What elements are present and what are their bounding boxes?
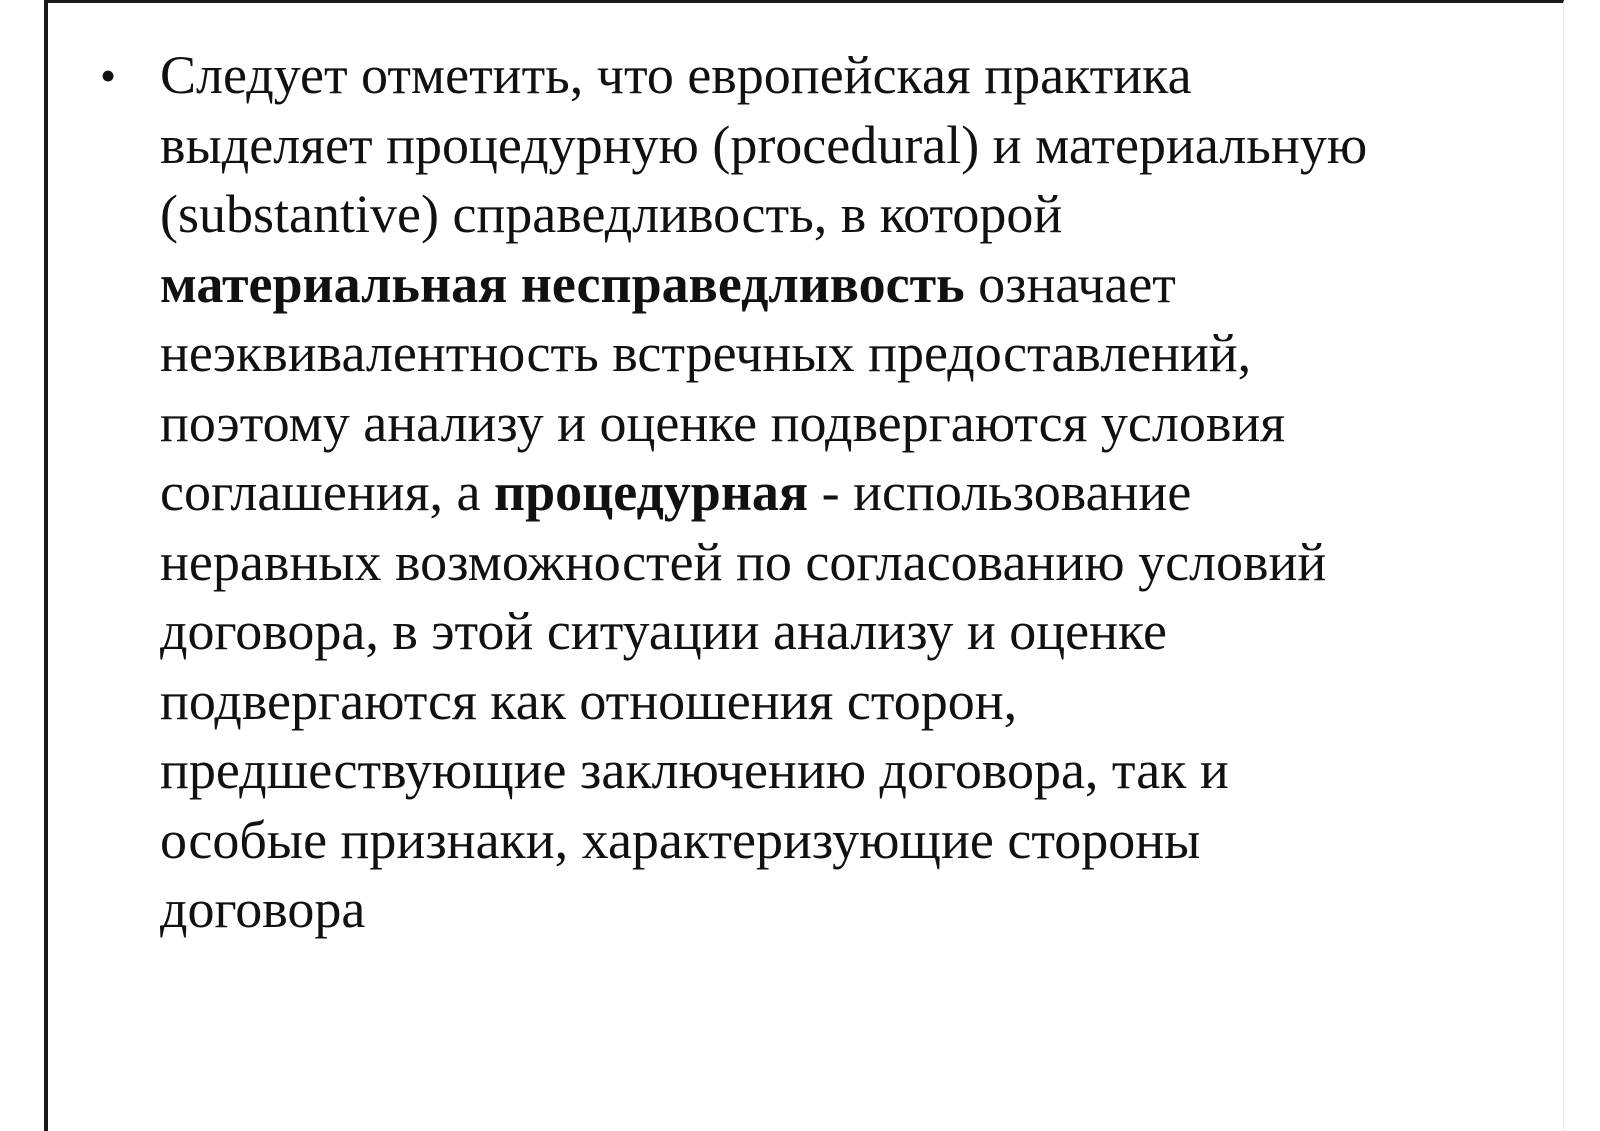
- text-line: [160, 458, 1520, 528]
- text-run: неэквивалентность встречных предоставлений,: [160, 323, 1252, 383]
- text-run: предшествующие заключению договора, так и: [160, 740, 1229, 800]
- text-line: [160, 528, 1520, 598]
- slide: [44, 0, 1564, 1131]
- text-run: поэтому анализу и оценке подвергаются условия: [160, 392, 1286, 453]
- text-run: (substantive) справедливость, в которой: [160, 184, 1063, 244]
- text-run: выделяет процедурную (procedural) и материальную: [160, 114, 1368, 175]
- text-line: [160, 111, 1520, 181]
- text-run: соглашения, а: [160, 462, 494, 522]
- text-line: [160, 875, 1520, 945]
- text-line: [160, 806, 1520, 876]
- bold-text-run: материальная несправедливость: [160, 253, 965, 314]
- bullet-paragraph: [160, 41, 1520, 945]
- text-line: [160, 250, 1520, 320]
- text-run: договора: [160, 879, 366, 939]
- text-run: Следует отметить, что европейская практика: [160, 45, 1192, 105]
- text-run: договора, в этой ситуации анализу и оценке: [160, 601, 1167, 661]
- bullet-icon: •: [100, 50, 117, 101]
- text-run: неравных возможностей по согласованию условий: [160, 531, 1327, 592]
- text-line: [160, 180, 1520, 250]
- bold-text-run: процедурная: [493, 462, 809, 522]
- text-line: [160, 597, 1520, 667]
- text-run: подвергаются как отношения сторон,: [160, 670, 1018, 731]
- text-run: особые признаки, характеризующие стороны: [160, 809, 1201, 870]
- text-line: [160, 319, 1520, 389]
- text-line: [160, 736, 1520, 806]
- text-run: означает: [964, 253, 1176, 314]
- bullet-list: [100, 41, 1520, 945]
- text-line: [160, 389, 1520, 459]
- text-line: [160, 667, 1520, 737]
- text-line: [160, 41, 1520, 111]
- text-run: - использование: [808, 462, 1192, 522]
- bullet-item: [100, 41, 1520, 945]
